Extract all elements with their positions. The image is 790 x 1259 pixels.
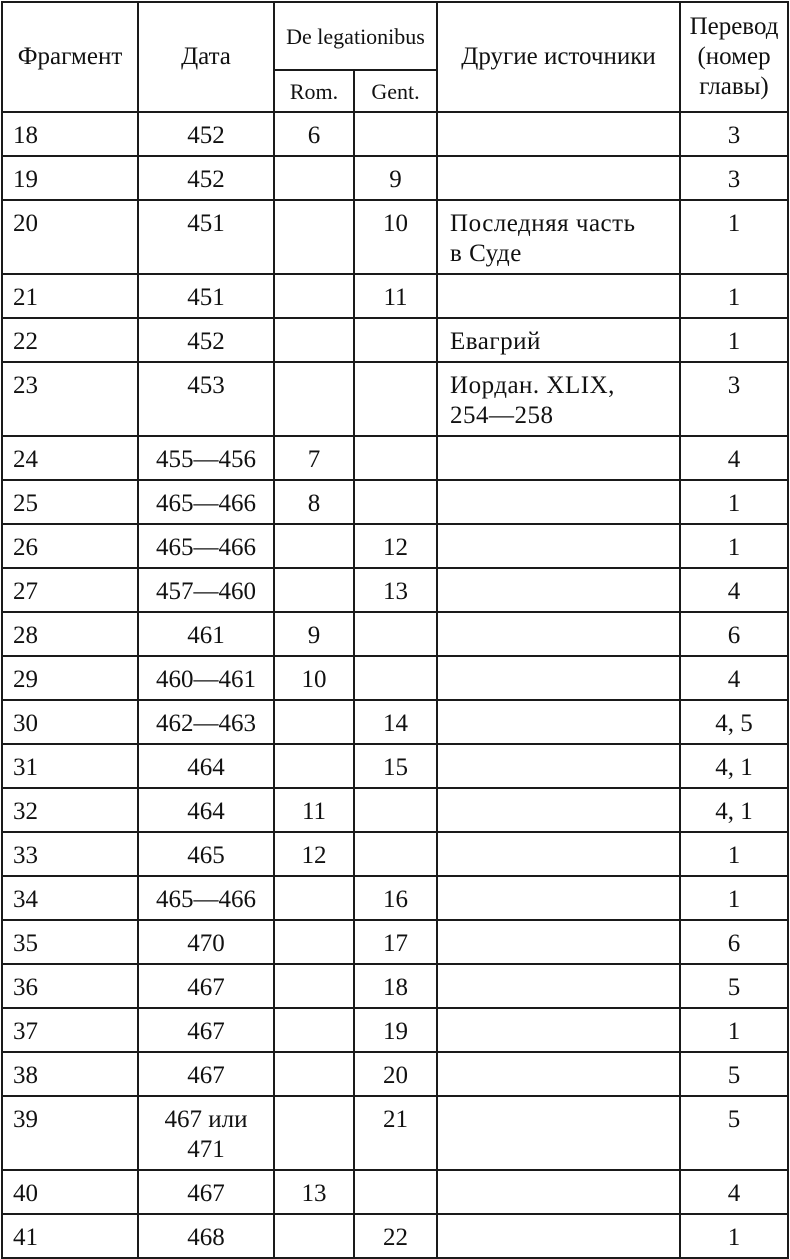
- fragment-number: 35: [13, 930, 38, 957]
- fragment-number: 39: [13, 1106, 38, 1133]
- table-row: [2, 744, 788, 788]
- fragment-number: 40: [13, 1180, 38, 1207]
- table-row: [2, 568, 788, 612]
- source-line-2: в Суде: [450, 240, 522, 267]
- cell-translation: [680, 156, 788, 200]
- rom-value: 12: [301, 842, 327, 869]
- table-row: [2, 1214, 788, 1258]
- fragment-number: 33: [13, 842, 38, 869]
- cell-date: [138, 362, 274, 436]
- date-line-1: 461: [187, 622, 225, 649]
- cell-rom: [274, 1052, 354, 1096]
- date-line-1: 460—461: [156, 666, 256, 693]
- header-fragment: Фрагмент: [2, 2, 138, 112]
- cell-rom: [274, 200, 354, 274]
- fragment-number: 25: [13, 490, 38, 517]
- translation-chapters: 1: [727, 842, 741, 869]
- cell-fragment: [2, 832, 138, 876]
- table-row: [2, 1096, 788, 1170]
- table-row: [2, 788, 788, 832]
- rom-value: 11: [301, 798, 327, 825]
- cell-translation: [680, 1052, 788, 1096]
- cell-date: [138, 700, 274, 744]
- table-row: [2, 1170, 788, 1214]
- translation-chapters: 4: [727, 666, 741, 693]
- date-line-1: 467: [187, 1062, 225, 1089]
- cell-fragment: [2, 656, 138, 700]
- cell-gent: [354, 744, 437, 788]
- translation-chapters: 3: [727, 122, 741, 149]
- fragment-number: 26: [13, 534, 38, 561]
- cell-date: [138, 524, 274, 568]
- cell-gent: [354, 1096, 437, 1170]
- cell-rom: [274, 362, 354, 436]
- cell-other-sources: [437, 156, 680, 200]
- cell-fragment: [2, 1214, 138, 1258]
- fragment-number: 21: [13, 284, 38, 311]
- fragment-number: 38: [13, 1062, 38, 1089]
- table-row: [2, 200, 788, 274]
- cell-date: [138, 1096, 274, 1170]
- cell-translation: [680, 362, 788, 436]
- cell-translation: [680, 524, 788, 568]
- cell-rom: [274, 568, 354, 612]
- fragment-number: 37: [13, 1018, 38, 1045]
- cell-gent: [354, 318, 437, 362]
- cell-translation: [680, 788, 788, 832]
- cell-rom: [274, 436, 354, 480]
- cell-fragment: [2, 1170, 138, 1214]
- cell-translation: [680, 832, 788, 876]
- cell-other-sources: [437, 524, 680, 568]
- cell-translation: [680, 1096, 788, 1170]
- cell-date: [138, 1052, 274, 1096]
- cell-fragment: [2, 1008, 138, 1052]
- header-de-legationibus: De legationibus: [274, 2, 437, 70]
- cell-rom: [274, 832, 354, 876]
- table-row: [2, 318, 788, 362]
- cell-gent: [354, 612, 437, 656]
- cell-rom: [274, 112, 354, 156]
- translation-chapters: 1: [727, 328, 741, 355]
- header-translation-line-1: Перевод: [689, 13, 779, 40]
- date-line-1: 467: [187, 1180, 225, 1207]
- header-row-1: [2, 2, 788, 70]
- translation-chapters: 4: [727, 578, 741, 605]
- cell-gent: [354, 788, 437, 832]
- cell-date: [138, 436, 274, 480]
- cell-other-sources: [437, 876, 680, 920]
- table-row: [2, 362, 788, 436]
- source-line-1: Евагрий: [450, 328, 541, 355]
- cell-other-sources: [437, 200, 680, 274]
- cell-translation: [680, 274, 788, 318]
- cell-gent: [354, 156, 437, 200]
- cell-fragment: [2, 112, 138, 156]
- cell-other-sources: [437, 964, 680, 1008]
- cell-fragment: [2, 876, 138, 920]
- table-row: [2, 612, 788, 656]
- cell-rom: [274, 920, 354, 964]
- cell-date: [138, 656, 274, 700]
- cell-date: [138, 612, 274, 656]
- cell-fragment: [2, 788, 138, 832]
- header-gent: Gent.: [354, 70, 437, 112]
- gent-value: 13: [383, 578, 408, 605]
- cell-gent: [354, 568, 437, 612]
- fragment-number: 28: [13, 622, 38, 649]
- header-translation: [680, 2, 788, 112]
- cell-other-sources: [437, 1214, 680, 1258]
- table-row: [2, 112, 788, 156]
- table-row: [2, 524, 788, 568]
- date-line-1: 470: [187, 930, 225, 957]
- header-translation-line-2: (номер: [697, 43, 771, 70]
- table-header: [2, 2, 788, 112]
- cell-gent: [354, 524, 437, 568]
- translation-chapters: 1: [727, 1224, 741, 1251]
- date-line-1: 464: [187, 754, 225, 781]
- cell-date: [138, 156, 274, 200]
- source-line-1: Иордан. XLIX,: [450, 372, 615, 399]
- cell-fragment: [2, 480, 138, 524]
- cell-rom: [274, 964, 354, 1008]
- table-row: [2, 480, 788, 524]
- cell-date: [138, 832, 274, 876]
- fragment-number: 18: [13, 122, 38, 149]
- cell-other-sources: [437, 832, 680, 876]
- cell-fragment: [2, 274, 138, 318]
- cell-gent: [354, 876, 437, 920]
- cell-rom: [274, 1214, 354, 1258]
- translation-chapters: 1: [727, 1018, 741, 1045]
- cell-fragment: [2, 200, 138, 274]
- translation-chapters: 4: [727, 1180, 741, 1207]
- cell-translation: [680, 1008, 788, 1052]
- cell-date: [138, 1170, 274, 1214]
- cell-other-sources: [437, 480, 680, 524]
- rom-value: 10: [301, 666, 327, 693]
- cell-fragment: [2, 1052, 138, 1096]
- cell-date: [138, 920, 274, 964]
- cell-rom: [274, 876, 354, 920]
- cell-other-sources: [437, 788, 680, 832]
- cell-date: [138, 1008, 274, 1052]
- gent-value: 11: [383, 284, 408, 311]
- cell-rom: [274, 480, 354, 524]
- cell-translation: [680, 436, 788, 480]
- date-line-1: 467: [187, 974, 225, 1001]
- translation-chapters: 5: [727, 1062, 741, 1089]
- date-line-1: 457—460: [156, 578, 256, 605]
- cell-translation: [680, 1170, 788, 1214]
- cell-rom: [274, 744, 354, 788]
- cell-date: [138, 480, 274, 524]
- cell-rom: [274, 1096, 354, 1170]
- cell-rom: [274, 524, 354, 568]
- cell-date: [138, 1214, 274, 1258]
- rom-value: 7: [307, 446, 321, 473]
- cell-rom: [274, 318, 354, 362]
- table-row: [2, 832, 788, 876]
- cell-gent: [354, 112, 437, 156]
- fragment-number: 22: [13, 328, 38, 355]
- gent-value: 17: [383, 930, 408, 957]
- cell-fragment: [2, 920, 138, 964]
- cell-rom: [274, 1008, 354, 1052]
- date-line-1: 467: [187, 1018, 225, 1045]
- header-other-sources: Другие источники: [437, 2, 680, 112]
- gent-value: 14: [383, 710, 408, 737]
- table-row: [2, 156, 788, 200]
- date-line-1: 465—466: [156, 534, 256, 561]
- cell-fragment: [2, 524, 138, 568]
- cell-gent: [354, 964, 437, 1008]
- table-row: [2, 274, 788, 318]
- cell-fragment: [2, 964, 138, 1008]
- cell-other-sources: [437, 1096, 680, 1170]
- date-line-1: 451: [187, 210, 225, 237]
- cell-gent: [354, 200, 437, 274]
- fragment-number: 29: [13, 666, 38, 693]
- cell-date: [138, 274, 274, 318]
- date-line-1: 453: [187, 372, 225, 399]
- cell-gent: [354, 362, 437, 436]
- table-row: [2, 1052, 788, 1096]
- date-line-2: 471: [187, 1136, 225, 1163]
- cell-gent: [354, 1214, 437, 1258]
- fragments-table: [1, 1, 789, 1259]
- cell-date: [138, 568, 274, 612]
- fragment-number: 32: [13, 798, 38, 825]
- cell-other-sources: [437, 656, 680, 700]
- cell-translation: [680, 112, 788, 156]
- table-row: [2, 436, 788, 480]
- fragment-number: 24: [13, 446, 38, 473]
- cell-gent: [354, 1052, 437, 1096]
- cell-other-sources: [437, 1008, 680, 1052]
- cell-date: [138, 112, 274, 156]
- cell-date: [138, 200, 274, 274]
- cell-other-sources: [437, 920, 680, 964]
- translation-chapters: 4, 5: [715, 710, 753, 737]
- cell-gent: [354, 700, 437, 744]
- cell-gent: [354, 920, 437, 964]
- cell-other-sources: [437, 1052, 680, 1096]
- gent-value: 15: [383, 754, 408, 781]
- translation-chapters: 4, 1: [715, 798, 753, 825]
- fragment-number: 27: [13, 578, 38, 605]
- cell-other-sources: [437, 274, 680, 318]
- cell-translation: [680, 480, 788, 524]
- cell-translation: [680, 700, 788, 744]
- fragment-number: 23: [13, 372, 38, 399]
- translation-chapters: 1: [727, 534, 741, 561]
- source-line-1: Последняя часть: [450, 210, 636, 237]
- cell-fragment: [2, 1096, 138, 1170]
- cell-fragment: [2, 318, 138, 362]
- cell-fragment: [2, 744, 138, 788]
- cell-other-sources: [437, 612, 680, 656]
- translation-chapters: 1: [727, 490, 741, 517]
- cell-other-sources: [437, 1170, 680, 1214]
- date-line-1: 465—466: [156, 886, 256, 913]
- date-line-1: 465—466: [156, 490, 256, 517]
- cell-rom: [274, 1170, 354, 1214]
- cell-gent: [354, 832, 437, 876]
- date-line-1: 455—456: [156, 446, 256, 473]
- cell-rom: [274, 274, 354, 318]
- cell-gent: [354, 480, 437, 524]
- cell-date: [138, 318, 274, 362]
- table-row: [2, 920, 788, 964]
- translation-chapters: 1: [727, 886, 741, 913]
- table-body: [2, 112, 788, 1258]
- date-line-1: 451: [187, 284, 225, 311]
- gent-value: 18: [383, 974, 408, 1001]
- fragment-number: 19: [13, 166, 38, 193]
- rom-value: 6: [307, 122, 321, 149]
- cell-gent: [354, 656, 437, 700]
- cell-date: [138, 788, 274, 832]
- fragment-number: 30: [13, 710, 38, 737]
- cell-rom: [274, 156, 354, 200]
- cell-fragment: [2, 436, 138, 480]
- cell-fragment: [2, 362, 138, 436]
- cell-other-sources: [437, 744, 680, 788]
- gent-value: 21: [383, 1106, 408, 1133]
- header-date: Дата: [138, 2, 274, 112]
- cell-translation: [680, 200, 788, 274]
- header-rom: Rom.: [274, 70, 354, 112]
- cell-other-sources: [437, 318, 680, 362]
- rom-value: 8: [307, 490, 321, 517]
- cell-date: [138, 876, 274, 920]
- gent-value: 10: [383, 210, 408, 237]
- date-line-1: 467 или: [164, 1106, 248, 1133]
- cell-fragment: [2, 568, 138, 612]
- rom-value: 9: [307, 622, 321, 649]
- gent-value: 9: [389, 166, 402, 193]
- cell-translation: [680, 876, 788, 920]
- translation-chapters: 5: [727, 1106, 741, 1133]
- cell-translation: [680, 1214, 788, 1258]
- gent-value: 20: [383, 1062, 408, 1089]
- gent-value: 19: [383, 1018, 408, 1045]
- cell-other-sources: [437, 568, 680, 612]
- date-line-1: 465: [187, 842, 225, 869]
- translation-chapters: 3: [727, 372, 741, 399]
- header-translation-line-3: главы): [699, 73, 769, 100]
- date-line-1: 452: [187, 166, 225, 193]
- cell-other-sources: [437, 362, 680, 436]
- translation-chapters: 6: [727, 930, 741, 957]
- cell-rom: [274, 788, 354, 832]
- rom-value: 13: [301, 1180, 327, 1207]
- cell-other-sources: [437, 436, 680, 480]
- gent-value: 16: [383, 886, 408, 913]
- fragment-number: 31: [13, 754, 38, 781]
- fragment-number: 41: [13, 1224, 38, 1251]
- date-line-1: 468: [187, 1224, 225, 1251]
- cell-fragment: [2, 612, 138, 656]
- cell-translation: [680, 612, 788, 656]
- translation-chapters: 5: [727, 974, 741, 1001]
- cell-gent: [354, 274, 437, 318]
- table-row: [2, 964, 788, 1008]
- cell-rom: [274, 612, 354, 656]
- translation-chapters: 1: [727, 284, 741, 311]
- translation-chapters: 4: [727, 446, 741, 473]
- date-line-1: 452: [187, 328, 225, 355]
- cell-rom: [274, 656, 354, 700]
- table-row: [2, 656, 788, 700]
- cell-translation: [680, 964, 788, 1008]
- cell-gent: [354, 436, 437, 480]
- cell-rom: [274, 700, 354, 744]
- cell-fragment: [2, 156, 138, 200]
- fragment-number: 36: [13, 974, 38, 1001]
- source-line-2: 254—258: [450, 402, 554, 429]
- date-line-1: 464: [187, 798, 225, 825]
- fragment-number: 34: [13, 886, 38, 913]
- cell-other-sources: [437, 700, 680, 744]
- translation-chapters: 1: [727, 210, 741, 237]
- cell-gent: [354, 1170, 437, 1214]
- table-row: [2, 700, 788, 744]
- date-line-1: 452: [187, 122, 225, 149]
- fragment-number: 20: [13, 210, 38, 237]
- cell-gent: [354, 1008, 437, 1052]
- cell-date: [138, 744, 274, 788]
- cell-translation: [680, 568, 788, 612]
- cell-translation: [680, 656, 788, 700]
- translation-chapters: 6: [727, 622, 741, 649]
- gent-value: 22: [383, 1224, 408, 1251]
- cell-date: [138, 964, 274, 1008]
- cell-fragment: [2, 700, 138, 744]
- cell-other-sources: [437, 112, 680, 156]
- cell-translation: [680, 318, 788, 362]
- translation-chapters: 4, 1: [715, 754, 753, 781]
- table-row: [2, 1008, 788, 1052]
- date-line-1: 462—463: [156, 710, 256, 737]
- gent-value: 12: [383, 534, 408, 561]
- cell-translation: [680, 920, 788, 964]
- translation-chapters: 3: [727, 166, 741, 193]
- cell-translation: [680, 744, 788, 788]
- table-row: [2, 876, 788, 920]
